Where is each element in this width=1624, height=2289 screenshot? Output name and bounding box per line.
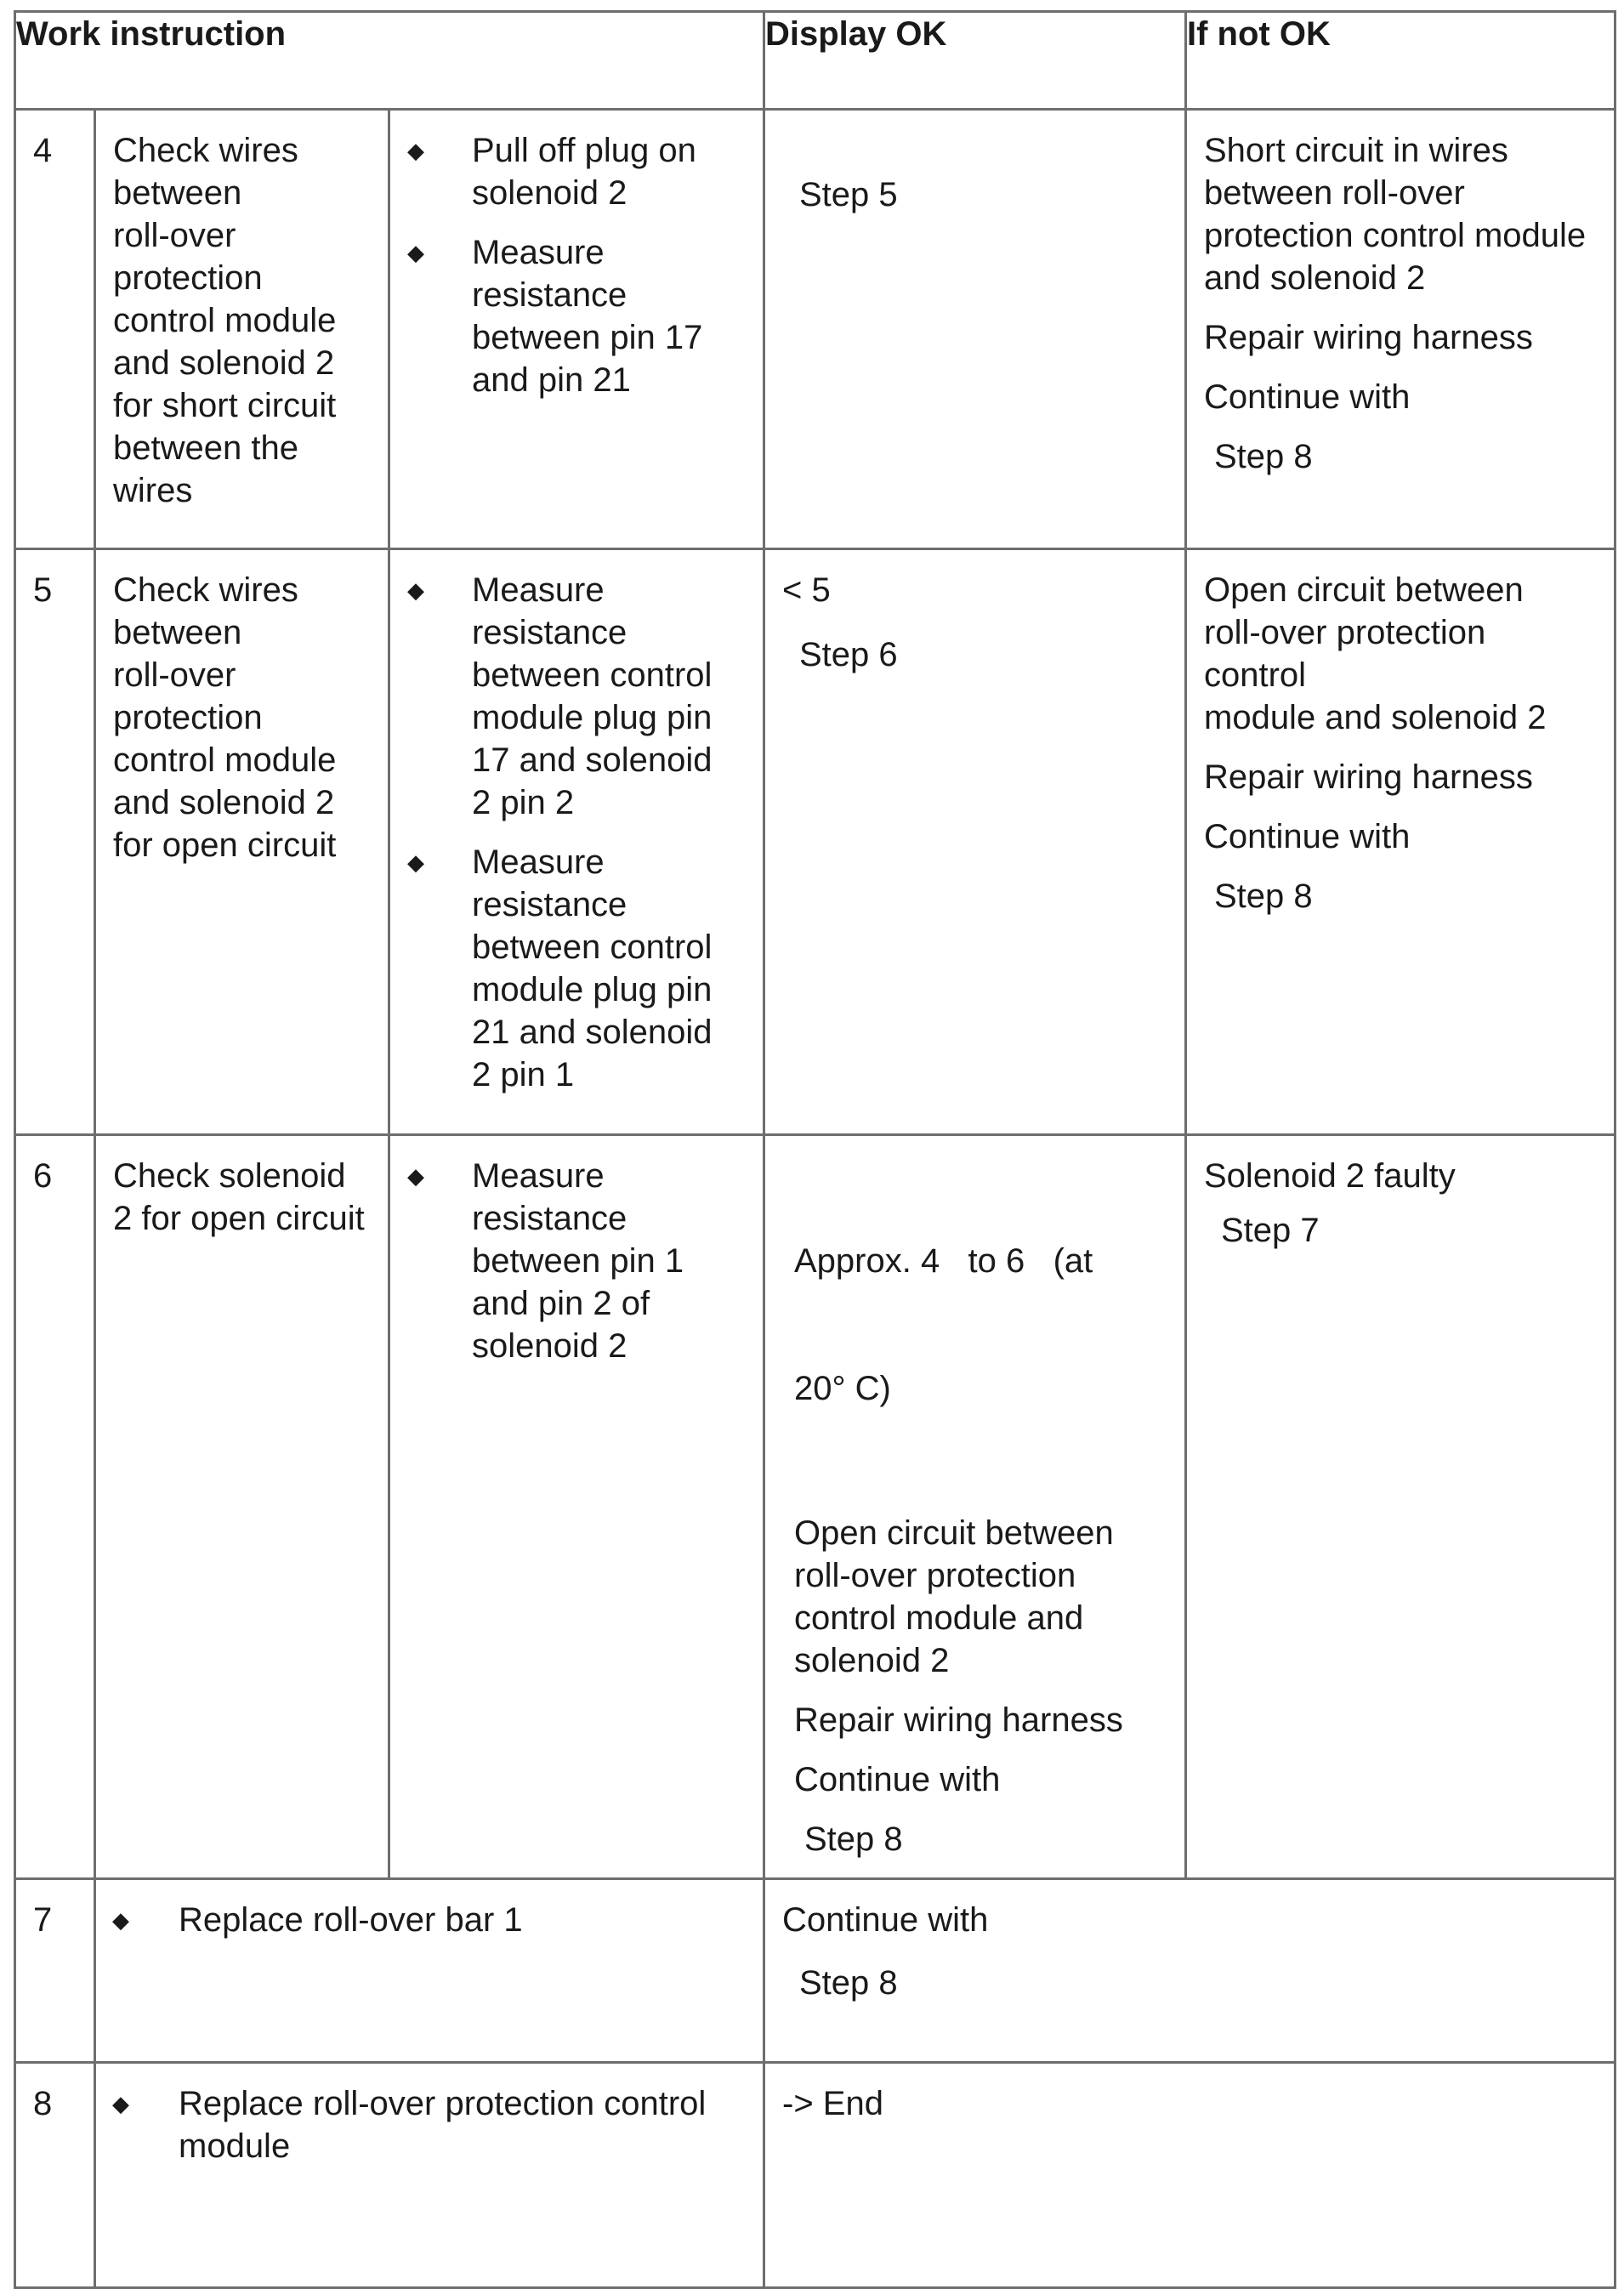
action-item: ◆ Measure resistance between control module plug pin 21 and solenoid 2 pin 1	[390, 841, 746, 1096]
action-list	[95, 2063, 764, 2288]
action-item: ◆ Pull off plug on solenoid 2	[390, 129, 746, 214]
action-list	[389, 549, 764, 1135]
action-list	[95, 1879, 764, 2063]
check-description: Check wires between roll-over protection control module and solenoid 2 for short circuit between the wires	[95, 110, 389, 549]
table-row-step-4	[15, 110, 1615, 549]
display-ok-cell: Continue with Step 8	[764, 1879, 1615, 2063]
table-row-step-7	[15, 1879, 1615, 2063]
diamond-bullet-icon: ◆	[112, 1907, 129, 1933]
check-description: Check wires between roll-over protection control module and solenoid 2 for open circuit	[95, 549, 389, 1135]
step-number: 6	[15, 1135, 95, 1879]
action-item: ◆ Replace roll-over protection control module	[96, 2082, 746, 2167]
action-list	[389, 1135, 764, 1879]
diamond-bullet-icon: ◆	[407, 138, 424, 163]
table-row-step-6	[15, 1135, 1615, 1879]
action-item: ◆ Measure resistance between pin 1 and pin 2 of solenoid 2	[390, 1155, 746, 1367]
if-not-ok-cell: Open circuit between roll-over protection control module and solenoid 2 Repair wiring harness Continue with Step 8	[1186, 549, 1615, 1135]
header-display-ok: Display OK	[764, 12, 1186, 110]
step-number: 4	[15, 110, 95, 549]
action-item: ◆ Replace roll-over bar 1	[96, 1899, 746, 1941]
work-instruction-table	[14, 10, 1616, 2289]
diamond-bullet-icon: ◆	[112, 2091, 129, 2116]
diamond-bullet-icon: ◆	[407, 240, 424, 265]
header-if-not-ok: If not OK	[1186, 12, 1615, 110]
if-not-ok-cell: Short circuit in wires between roll-over protection control module and solenoid 2 Repair wiring harness Continue with Step 8	[1186, 110, 1615, 549]
step-number: 8	[15, 2063, 95, 2288]
table-row-step-5	[15, 549, 1615, 1135]
display-ok-cell: < 5 Step 6	[764, 549, 1186, 1135]
header-work-instruction: Work instruction	[15, 12, 764, 110]
table-header-row	[15, 12, 1615, 110]
diamond-bullet-icon: ◆	[407, 849, 424, 875]
display-ok-cell: -> End	[764, 2063, 1615, 2288]
step-number: 5	[15, 549, 95, 1135]
table-row-step-8	[15, 2063, 1615, 2288]
display-ok-cell: Approx. 4 to 6 (at 20° C) Open circuit between roll-over protection control module and solenoid 2 Repair wiring harness Continue with Step 8	[764, 1135, 1186, 1879]
display-ok-cell: Step 5	[764, 110, 1186, 549]
diamond-bullet-icon: ◆	[407, 1163, 424, 1189]
check-description: Check solenoid 2 for open circuit	[95, 1135, 389, 1879]
action-item: ◆ Measure resistance between pin 17 and pin 21	[390, 231, 746, 401]
step-number: 7	[15, 1879, 95, 2063]
diamond-bullet-icon: ◆	[407, 577, 424, 603]
action-item: ◆ Measure resistance between control module plug pin 17 and solenoid 2 pin 2	[390, 569, 746, 824]
action-list	[389, 110, 764, 549]
if-not-ok-cell: Solenoid 2 faulty Step 7	[1186, 1135, 1615, 1879]
